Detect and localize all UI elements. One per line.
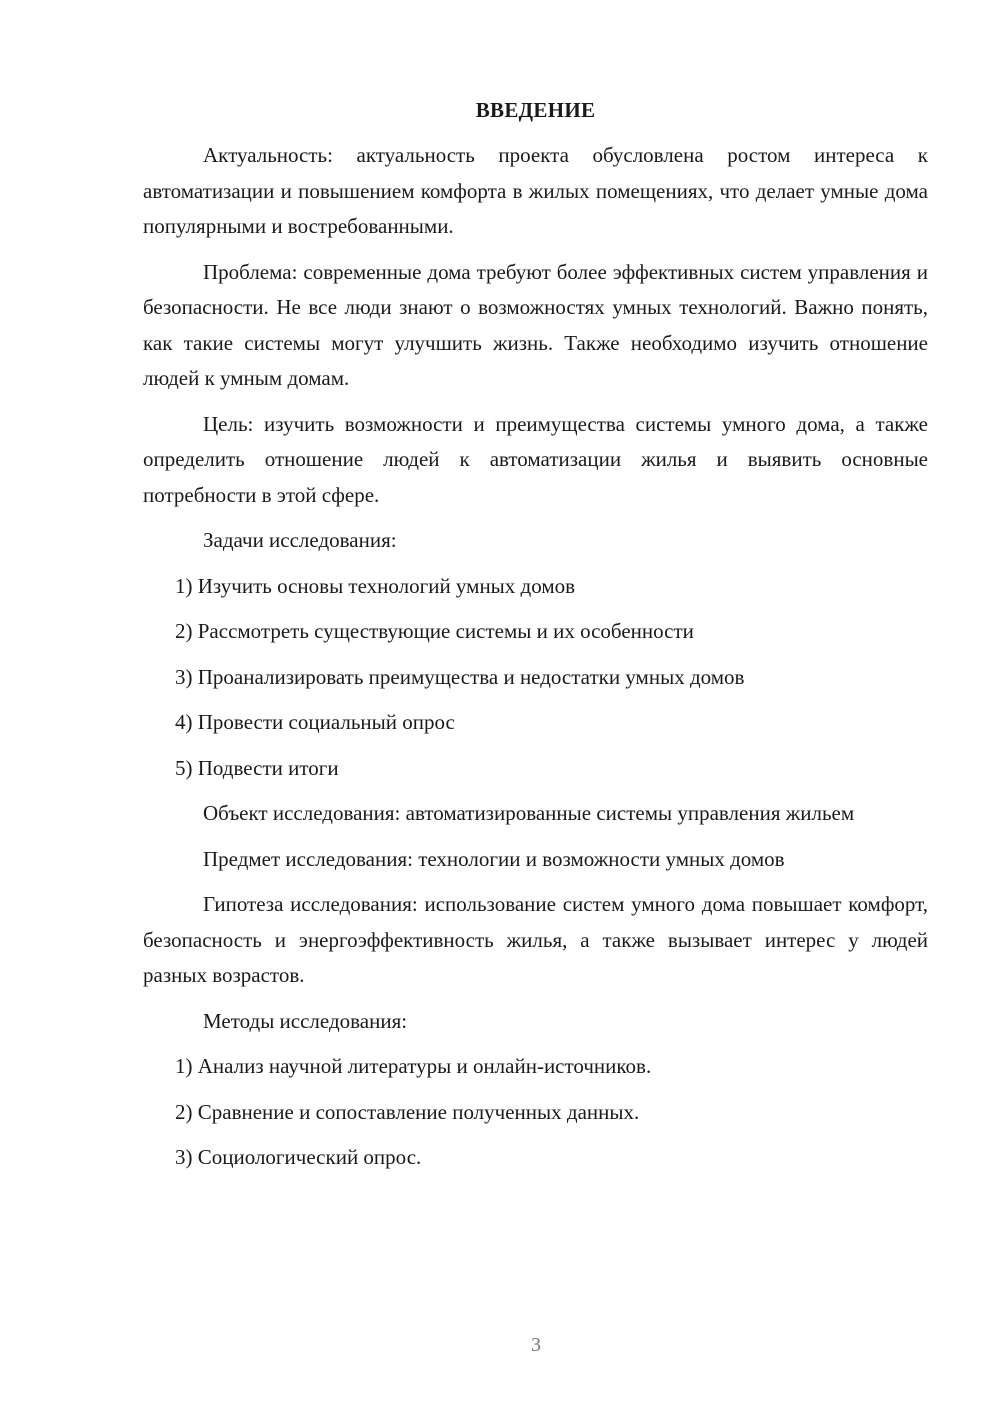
task-item: 5) Подвести итоги [175, 755, 339, 780]
task-item: 4) Провести социальный опрос [175, 710, 455, 734]
methods-list [143, 1049, 928, 1176]
method-item: 1) Анализ научной литературы и онлайн-источников. [175, 1054, 652, 1078]
document-page [143, 92, 928, 1186]
relevance-paragraph: Актуальность: актуальность проекта обусловлена ростом интереса к автоматизации и повышением комфорта в жилых помещениях, что делает умные дома популярными и востребованными. [143, 143, 928, 238]
page-number: 3 [531, 1334, 541, 1356]
tasks-list [143, 569, 928, 787]
hypothesis-paragraph: Гипотеза исследования: использование систем умного дома повышает комфорт, безопасность и энергоэффективность жилья, а также вызывает интерес у людей разных возрастов. [143, 892, 928, 987]
task-item: 2) Рассмотреть существующие системы и их особенности [175, 619, 694, 643]
task-item: 1) Изучить основы технологий умных домов [175, 573, 576, 598]
method-item: 3) Социологический опрос. [175, 1145, 422, 1169]
object-paragraph: Объект исследования: автоматизированные системы управления жильем [203, 801, 855, 825]
goal-paragraph: Цель: изучить возможности и преимущества системы умного дома, а также определить отношение людей к автоматизации жилья и выявить основные потребности в этой сфере. [143, 411, 928, 507]
task-item: 3) Проанализировать преимущества и недостатки умных домов [175, 664, 745, 689]
method-item: 2) Сравнение и сопоставление полученных данных. [175, 1099, 640, 1124]
problem-paragraph: Проблема: современные дома требуют более эффективных систем управления и безопасности. Не все люди знают о возможностях умных технологий. Важно понять, как такие системы могут улучшить жизнь. Также необходимо изучить отношение людей к умным домам. [143, 259, 928, 390]
tasks-title: Задачи исследования: [203, 528, 397, 552]
subject-paragraph: Предмет исследования: технологии и возможности умных домов [203, 846, 785, 871]
methods-title: Методы исследования: [203, 1008, 408, 1033]
section-heading: ВВЕДЕНИЕ [475, 98, 596, 122]
